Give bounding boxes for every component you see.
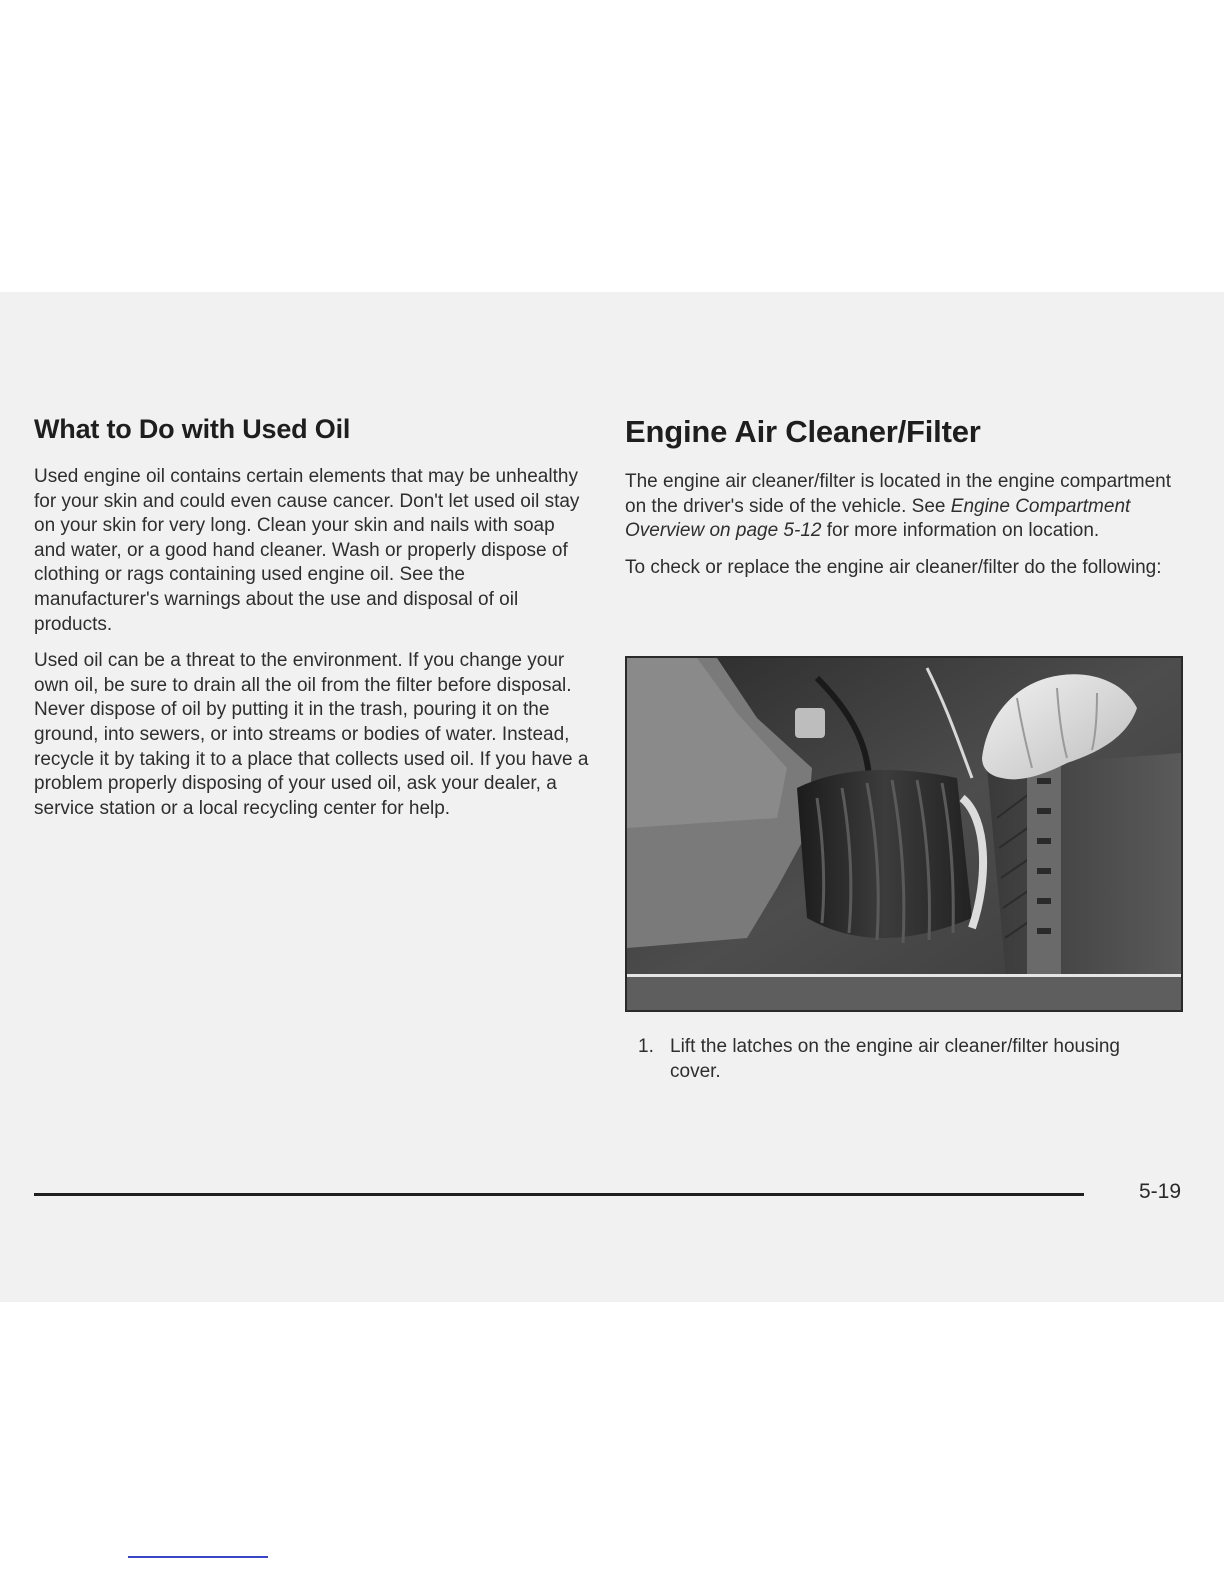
used-oil-heading: What to Do with Used Oil [34, 414, 351, 444]
step-list [638, 1034, 1158, 1084]
filter-housing-shape [987, 753, 1181, 988]
footer-rule [34, 1193, 1084, 1196]
air-cleaner-paragraph-1 [625, 470, 1185, 544]
used-oil-paragraph-2: Used oil can be a threat to the environment. If you change your own oil, be sure to drain all the oil from the filter before disposal. Never dispose of oil by putting it in the trash, pouring it on the ground, into sewers, or into streams or bodies of water. Instead, recycle it by taking it to a place that collects used oil. If you have a problem properly disposing of your used oil, ask your dealer, a service station or a local recycling center for help. [34, 650, 589, 819]
page-number: 5-19 [1139, 1180, 1182, 1203]
step-text: Lift the latches on the engine air cleaner/filter housing cover. [670, 1036, 1120, 1082]
air-cleaner-photo [625, 656, 1183, 1012]
air-cleaner-paragraph-2: To check or replace the engine air cleaner/filter do the following: [625, 556, 1162, 578]
used-oil-paragraph-1: Used engine oil contains certain elements that may be unhealthy for your skin and could even cause cancer. Don't let used oil stay on your skin for very long. Clean your skin and nails with soap and water, or a good hand cleaner. Wash or properly dispose of clothing or rags containing used engine oil. See the manufacturer's warnings about the use and disposal of oil products. [34, 466, 580, 635]
engine-compartment-overview-reference[interactable]: Engine Compartment Overview on page 5-12 [625, 495, 1131, 542]
air-cleaner-section [625, 414, 1185, 592]
used-oil-section [34, 414, 589, 833]
air-cleaner-heading: Engine Air Cleaner/Filter [625, 414, 981, 449]
bottom-link-underline [128, 1556, 268, 1558]
air-cleaner-paragraph-1-end: for more information on location. [821, 520, 1100, 542]
air-cleaner-paragraph-1-start: The engine air cleaner/filter is located in the engine compartment on the driver's side of the vehicle. See [625, 471, 1172, 517]
air-cleaner-photo-illustration [627, 658, 1181, 1010]
step-number: 1. [638, 1036, 654, 1057]
